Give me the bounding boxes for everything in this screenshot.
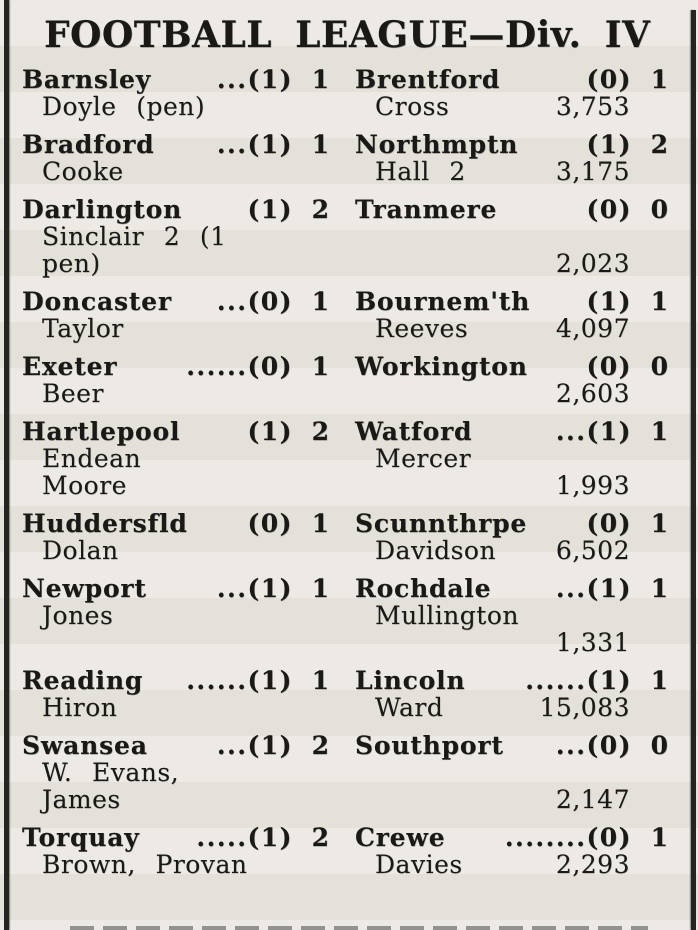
scorer-line — [355, 223, 668, 250]
scorer-line — [22, 537, 329, 564]
match-row — [22, 667, 668, 721]
team-line — [22, 732, 329, 759]
halftime-score: ......(1) — [186, 667, 293, 694]
home-result — [22, 575, 345, 656]
match-row — [22, 353, 668, 407]
section-title: FOOTBALL LEAGUE—Div. IV — [44, 14, 651, 56]
match-row — [22, 288, 668, 342]
halftime-score: ........(0) — [504, 824, 632, 851]
fulltime-score: 2 — [311, 195, 329, 224]
attendance-value: 6,502 — [555, 536, 630, 565]
scorer-name: Brown, Provan — [42, 850, 248, 879]
scorer-line — [355, 250, 668, 277]
scorer-name: Hiron — [42, 693, 118, 722]
match-row — [22, 66, 668, 120]
scorer-name: W. Evans, — [42, 758, 180, 787]
fulltime-score: 1 — [311, 287, 329, 316]
scorer-line — [355, 537, 668, 564]
fulltime-score: 0 — [650, 195, 668, 224]
scorer-name: Davidson — [375, 536, 497, 565]
team-name: Barnsley — [22, 65, 152, 94]
scorer-line — [355, 445, 668, 472]
halftime-score: (1) — [586, 131, 632, 158]
match-row — [22, 418, 668, 499]
scorer-line — [22, 250, 329, 277]
halftime-score: (0) — [247, 510, 293, 537]
team-name: Exeter — [22, 352, 118, 381]
team-line — [355, 196, 668, 223]
home-result — [22, 131, 345, 185]
home-result — [22, 66, 345, 120]
away-result — [345, 575, 668, 656]
halftime-score: (1) — [247, 196, 293, 223]
team-line — [22, 510, 329, 537]
team-line — [355, 667, 668, 694]
halftime-score: (1) — [247, 418, 293, 445]
team-name: Darlington — [22, 195, 183, 224]
fulltime-score: 1 — [650, 417, 668, 446]
scorer-line — [355, 786, 668, 813]
scorer-line — [355, 851, 668, 878]
scorer-name: Endean — [42, 444, 142, 473]
fulltime-score: 1 — [311, 130, 329, 159]
scorer-line — [22, 602, 329, 629]
team-name: Tranmere — [355, 195, 498, 224]
team-name: Bournem'th — [355, 287, 531, 316]
scorer-name: pen) — [42, 249, 101, 278]
match-row — [22, 196, 668, 277]
attendance-value: 2,293 — [555, 850, 630, 879]
team-line — [22, 288, 329, 315]
fulltime-score: 2 — [311, 731, 329, 760]
scorer-line — [22, 472, 329, 499]
home-result — [22, 667, 345, 721]
halftime-score: ...(1) — [216, 66, 293, 93]
home-result — [22, 732, 345, 813]
halftime-score: ...(1) — [216, 732, 293, 759]
scorer-line — [355, 602, 668, 629]
scorer-name: Beer — [42, 379, 104, 408]
scorer-name: Moore — [42, 471, 127, 500]
team-name: Southport — [355, 731, 504, 760]
fulltime-score: 1 — [311, 574, 329, 603]
right-column-rule — [691, 10, 696, 930]
attendance-value: 3,753 — [555, 92, 630, 121]
left-column-rule — [4, 0, 9, 930]
team-line — [355, 418, 668, 445]
scorer-line — [22, 851, 329, 878]
home-result — [22, 418, 345, 499]
scorer-name — [375, 786, 395, 813]
scorer-line — [22, 158, 329, 185]
halftime-score: ...(1) — [216, 575, 293, 602]
scorer-name: Doyle (pen) — [42, 92, 206, 121]
scorer-name: Cooke — [42, 157, 124, 186]
scorer-line — [22, 223, 329, 250]
halftime-score: (1) — [586, 288, 632, 315]
scorer-name — [375, 759, 395, 786]
team-line — [22, 667, 329, 694]
scorer-name: Sinclair 2 (1 — [42, 222, 227, 251]
scorer-line — [22, 380, 329, 407]
fulltime-score: 1 — [650, 65, 668, 94]
match-row — [22, 575, 668, 656]
team-name: Scunnthrpe — [355, 509, 528, 538]
halftime-score: (0) — [586, 510, 632, 537]
scorer-line — [355, 472, 668, 499]
away-result — [345, 66, 668, 120]
team-name: Rochdale — [355, 574, 492, 603]
halftime-score: ...(1) — [555, 575, 632, 602]
scorer-name: Taylor — [42, 314, 124, 343]
team-line — [355, 510, 668, 537]
team-name: Watford — [355, 417, 473, 446]
team-name: Reading — [22, 666, 144, 695]
team-name: Brentford — [355, 65, 501, 94]
scorer-name: Jones — [42, 601, 114, 630]
fulltime-score: 0 — [650, 731, 668, 760]
scorer-line — [22, 786, 329, 813]
match-row — [22, 824, 668, 878]
fulltime-score: 1 — [311, 509, 329, 538]
fulltime-score: 1 — [311, 65, 329, 94]
scorer-name — [375, 250, 395, 277]
team-name: Huddersfld — [22, 509, 188, 538]
scorer-name: Cross — [375, 92, 450, 121]
away-result — [345, 418, 668, 499]
team-name: Doncaster — [22, 287, 172, 316]
scorer-name: Davies — [375, 850, 463, 879]
halftime-score: ......(0) — [186, 353, 293, 380]
scorer-name: Mercer — [375, 444, 472, 473]
home-result — [22, 510, 345, 564]
away-result — [345, 510, 668, 564]
halftime-score: (0) — [586, 66, 632, 93]
home-result — [22, 196, 345, 277]
bottom-divider-rule — [70, 926, 648, 930]
team-name: Hartlepool — [22, 417, 181, 446]
fulltime-score: 1 — [650, 509, 668, 538]
halftime-score: ...(0) — [216, 288, 293, 315]
team-line — [22, 196, 329, 223]
halftime-score: (0) — [586, 353, 632, 380]
scorer-line — [22, 759, 329, 786]
team-name: Lincoln — [355, 666, 466, 695]
scorer-line — [355, 629, 668, 656]
attendance-value: 15,083 — [539, 693, 630, 722]
home-result — [22, 353, 345, 407]
team-line — [22, 131, 329, 158]
fulltime-score: 1 — [311, 666, 329, 695]
team-line — [355, 824, 668, 851]
fulltime-score: 2 — [311, 823, 329, 852]
scorer-name: Ward — [375, 693, 444, 722]
results-list — [0, 64, 698, 878]
fulltime-score: 0 — [650, 352, 668, 381]
team-line — [355, 353, 668, 380]
team-name: Bradford — [22, 130, 155, 159]
scorer-name: Reeves — [375, 314, 469, 343]
attendance-value: 2,023 — [555, 249, 630, 278]
halftime-score: ...(1) — [216, 131, 293, 158]
team-line — [22, 353, 329, 380]
away-result — [345, 667, 668, 721]
match-row — [22, 510, 668, 564]
team-name: Crewe — [355, 823, 446, 852]
match-row — [22, 131, 668, 185]
scorer-line — [355, 158, 668, 185]
fulltime-score: 1 — [650, 823, 668, 852]
away-result — [345, 288, 668, 342]
scorer-line — [355, 380, 668, 407]
team-name: Workington — [355, 352, 528, 381]
team-line — [355, 66, 668, 93]
team-name: Northmptn — [355, 130, 519, 159]
team-line — [22, 824, 329, 851]
halftime-score: ......(1) — [525, 667, 632, 694]
team-line — [22, 575, 329, 602]
scorer-line — [22, 315, 329, 342]
away-result — [345, 353, 668, 407]
scorer-line — [22, 93, 329, 120]
scorer-line — [355, 93, 668, 120]
scorer-line — [355, 694, 668, 721]
attendance-value: 4,097 — [555, 314, 630, 343]
scorer-line — [22, 445, 329, 472]
away-result — [345, 732, 668, 813]
scorer-name: Dolan — [42, 536, 119, 565]
fulltime-score: 1 — [650, 287, 668, 316]
attendance-value: 1,331 — [555, 628, 630, 657]
fulltime-score: 2 — [650, 130, 668, 159]
scorer-name: Hall 2 — [375, 157, 466, 186]
team-line — [355, 732, 668, 759]
team-name: Swansea — [22, 731, 148, 760]
scorer-line — [355, 315, 668, 342]
attendance-value: 2,147 — [555, 785, 630, 814]
scorer-line — [355, 759, 668, 786]
team-line — [355, 131, 668, 158]
team-line — [22, 418, 329, 445]
fulltime-score: 1 — [650, 574, 668, 603]
away-result — [345, 131, 668, 185]
halftime-score: ...(1) — [555, 418, 632, 445]
scorer-name — [375, 629, 395, 656]
home-result — [22, 824, 345, 878]
halftime-score: ...(0) — [555, 732, 632, 759]
fulltime-score: 1 — [311, 352, 329, 381]
scorer-name: James — [42, 785, 121, 814]
home-result — [22, 288, 345, 342]
scorer-name — [375, 380, 395, 407]
attendance-value: 2,603 — [555, 379, 630, 408]
scorer-name — [375, 472, 395, 499]
team-name: Torquay — [22, 823, 140, 852]
fulltime-score: 1 — [650, 666, 668, 695]
scorer-name — [375, 223, 395, 250]
match-row — [22, 732, 668, 813]
team-line — [22, 66, 329, 93]
scorer-line — [22, 694, 329, 721]
halftime-score: (0) — [586, 196, 632, 223]
team-name: Newport — [22, 574, 147, 603]
away-result — [345, 196, 668, 277]
team-line — [355, 575, 668, 602]
away-result — [345, 824, 668, 878]
fulltime-score: 2 — [311, 417, 329, 446]
team-line — [355, 288, 668, 315]
attendance-value: 3,175 — [555, 157, 630, 186]
halftime-score: .....(1) — [196, 824, 293, 851]
attendance-value: 1,993 — [555, 471, 630, 500]
scorer-name: Mullington — [375, 601, 519, 630]
